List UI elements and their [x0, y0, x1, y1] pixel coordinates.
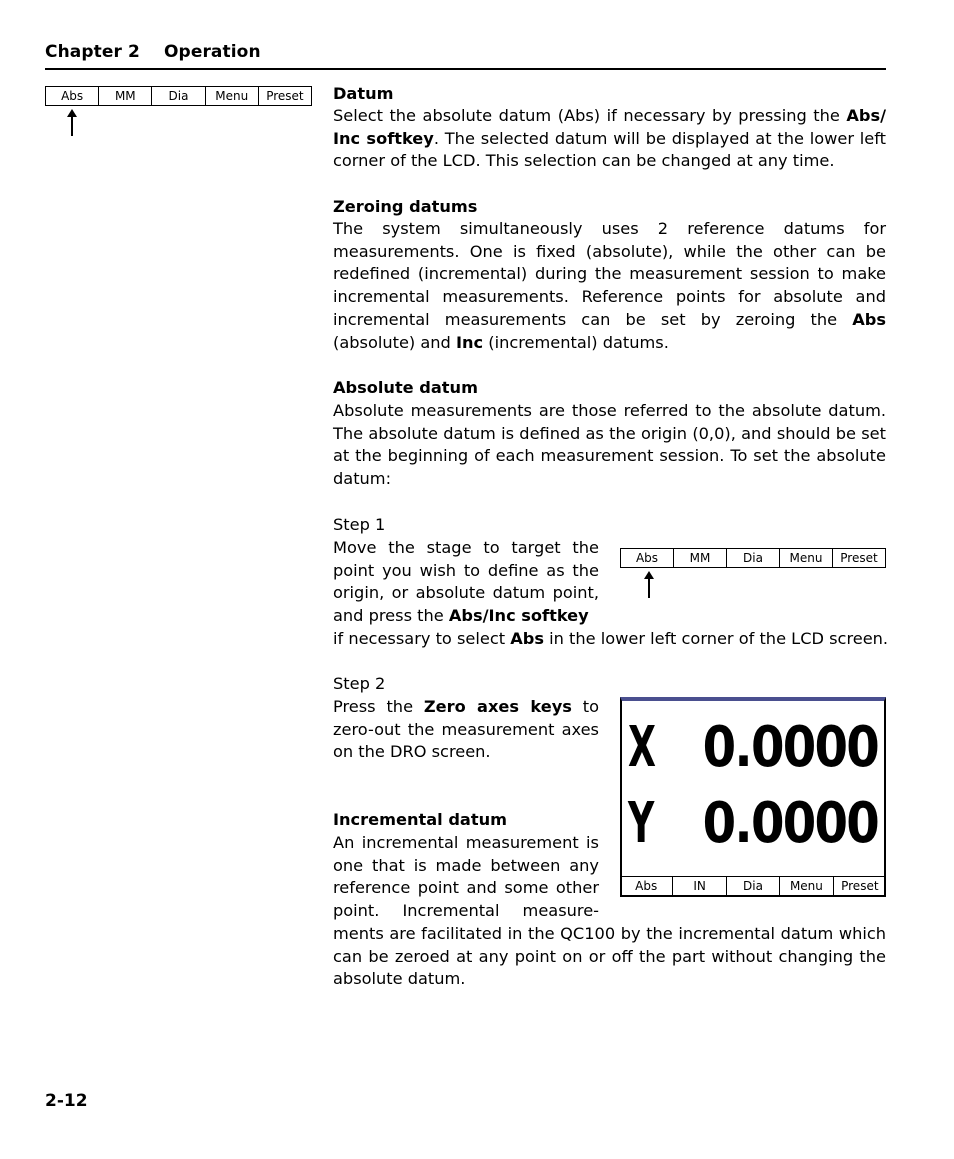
- step1-label: Step 1: [333, 515, 386, 534]
- incremental-heading: Incremental datum: [333, 810, 507, 829]
- softkey-menu: Menu: [780, 549, 833, 567]
- step2-label: Step 2: [333, 674, 386, 693]
- zeroing-heading: Zeroing datums: [333, 197, 478, 216]
- x-axis-row: [622, 713, 884, 793]
- absolute-heading: Absolute datum: [333, 378, 478, 397]
- section-label: Operation: [164, 42, 261, 62]
- y-axis-label: Y: [628, 791, 655, 856]
- x-axis-value: 0.0000: [702, 715, 878, 780]
- y-axis-value: 0.0000: [702, 791, 878, 856]
- softkey-abs: Abs: [621, 549, 674, 567]
- softkey-dia: Dia: [727, 549, 780, 567]
- softkey-dia: Dia: [152, 87, 205, 105]
- page-header: [45, 42, 886, 70]
- softkey-in: IN: [673, 877, 726, 897]
- incremental-paragraph-cont: ments are facilitated in the QC100 by the incremental datum which can be zeroed at any point on or off the part without changing the absolute datum.: [333, 924, 886, 989]
- page-number: 2-12: [45, 1091, 88, 1111]
- incremental-paragraph: An incremental measurement is one that is made between any reference point and some other point. Incremental measure-: [333, 833, 599, 921]
- softkey-mm: MM: [99, 87, 152, 105]
- softkey-abs: Abs: [620, 877, 673, 897]
- softkey-preset: Preset: [840, 551, 878, 565]
- datum-heading: Datum: [333, 84, 394, 103]
- softkey-menu: Menu: [780, 877, 833, 897]
- y-axis-row: [622, 789, 884, 869]
- up-arrow-icon: [648, 578, 650, 598]
- x-axis-label: X: [628, 715, 656, 780]
- softkey-preset: Preset: [841, 879, 879, 893]
- softkey-mm: MM: [674, 549, 727, 567]
- step1-paragraph: Move the stage to target the point you wish to define as the origin, or absolute datum point, and press the Abs/Inc softkey: [333, 538, 599, 626]
- softkey-abs: Abs: [46, 87, 99, 105]
- chapter-label: Chapter 2: [45, 42, 140, 62]
- step2-paragraph: Press the Zero axes keys to zero-out the measurement axes on the DRO screen.: [333, 697, 599, 762]
- up-arrow-icon: [71, 116, 73, 136]
- dro-lcd-screen: [620, 697, 886, 897]
- softkey-bar-illustration-step1: [620, 548, 886, 568]
- softkey-menu: Menu: [206, 87, 259, 105]
- softkey-bar-illustration-top: [45, 86, 312, 106]
- step1-paragraph-cont: if necessary to select Abs in the lower left corner of the LCD screen.: [333, 629, 889, 648]
- softkey-dia: Dia: [727, 877, 780, 897]
- datum-paragraph: Select the absolute datum (Abs) if necessary by pressing the Abs/ Inc softkey. The selected datum will be displayed at the lower left corner of the LCD. This selection can be changed at any time.: [333, 106, 886, 171]
- absolute-paragraph: Absolute measurements are those referred to the absolute datum. The absolute datum is defined as the origin (0,0), and should be set at the beginning of each measurement session. To set the absolute datum:: [333, 401, 886, 489]
- softkey-preset: Preset: [266, 89, 304, 103]
- zeroing-paragraph: The system simultaneously uses 2 reference datums for measurements. One is fixed (absolute), while the other can be redefined (incremental) during the measurement session to make incremental measurements. Reference points for absolute and incremental measurements can be set by zeroing the Abs (absolute) and Inc (incremental) datums.: [333, 219, 886, 352]
- lcd-softkey-bar: [620, 876, 886, 897]
